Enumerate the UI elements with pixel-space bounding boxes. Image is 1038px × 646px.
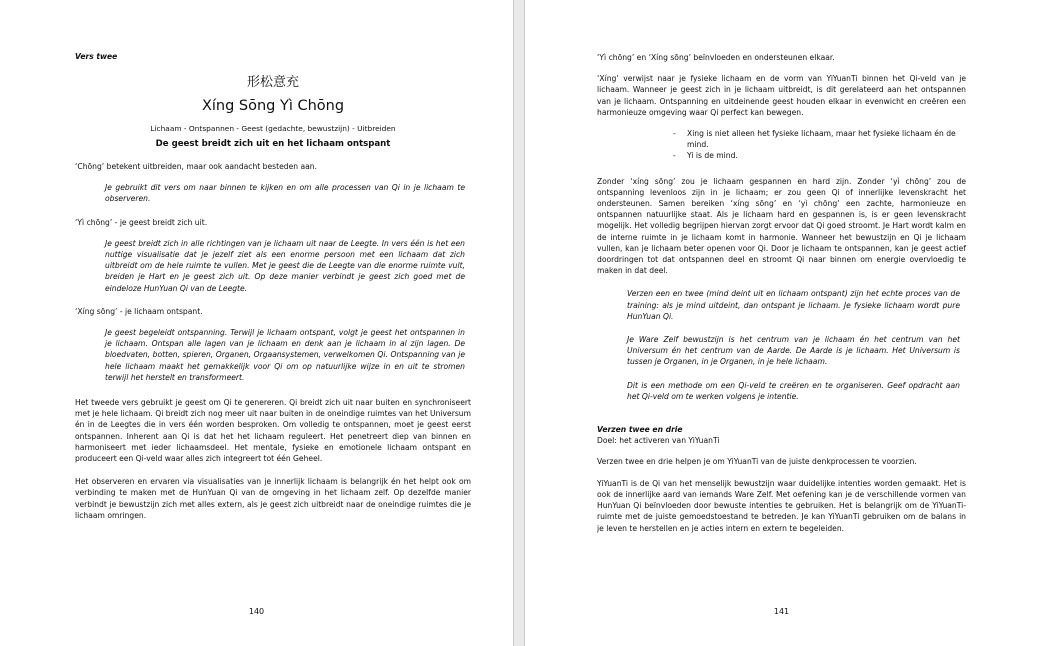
paragraph: Verzen twee en drie helpen je om YiYuanTi van de juiste denkprocessen te voorzien. <box>597 457 917 467</box>
section-subtitle: Doel: het activeren van YiYuanTi <box>597 436 720 446</box>
bullet-item: - Xing is niet alleen het fysieke lichaam, maar het fysieke lichaam én de mind. <box>673 128 966 150</box>
paragraph: Zonder ‘xíng sōng’ zou je lichaam gespannen en hard zijn. Zonder ‘yì chōng’ zou de ontspanning levenloos zijn in je lichaam; er zou geen Qi of innerlijke levenskracht het ondersteunen. Samen bereiken ‘xíng sōng’ en ‘yì chōng’ een zachte, harmonieuze en ontspannen natuurlijke staat. Als je lichaam hard en gespannen is, is er geen levenskracht mogelijk. Het volledig begrijpen hiervan zorgt ervoor dat Qi goed stroomt. Je Hart wordt kalm en de interne ruimte in je lichaam komt in harmonie. Wanneer het bewustzijn en Qi je lichaam vullen, kan je lichaam beter openen voor Qi. Door je lichaam te ontspannen, kan je geest actief doordringen tot dat ontspannen deel en stroomt Qi naar binnen om energie overvloedig te maken in dat deel. <box>597 176 966 276</box>
bullet-list <box>597 128 966 162</box>
paragraph: ‘Chōng’ betekent uitbreiden, maar ook aandacht besteden aan. <box>75 162 318 171</box>
page-gutter <box>513 0 525 646</box>
paragraph: ‘Xíng’ verwijst naar je fysieke lichaam en de vorm van YiYuanTi binnen het Qi-veld van je lichaam. Wanneer je geest zich in je lichaam uitbreidt, is dit gerelateerd aan het ontspannen van je lichaam. Ontspanning en uitdeinende geest houden elkaar in evenwicht en creëren een harmonieuze omgeving waar Qi perfect kan bewegen. <box>597 74 966 117</box>
right-page <box>525 0 1038 646</box>
page-number: 140 <box>248 607 265 616</box>
headline: De geest breidt zich uit en het lichaam ontspant <box>155 139 391 149</box>
page-number: 141 <box>773 607 790 616</box>
quote-paragraph: Je Ware Zelf bewustzijn is het centrum van je lichaam én het centrum van het Universum én het centrum van de Aarde. De Aarde is je lichaam. Het Universum is tussen je Organen, in je Organen, in je hele lichaam. <box>627 335 960 367</box>
bullet-item: - Yi is de mind. <box>673 150 966 161</box>
paragraph: Het observeren en ervaren via visualisaties van je innerlijk lichaam is belangrijk én het helpt ook om verbinding te maken met de HunYuan Qi van de omgeving in het lichaam zelf. Op dezelfde manier verbindt je bewustzijn zich met alles extern, als je geest zich uitbreidt naar de oneindige ruimtes die je lichaam omringen. <box>75 477 471 520</box>
pinyin-title: Xíng Sōng Yì Chōng <box>201 98 345 114</box>
quote-paragraph: Dit is een methode om een Qi-veld te creëren en te organiseren. Geef opdracht aan het Qi-veld om te werken volgens je intentie. <box>627 380 960 401</box>
paragraph: ‘Yì chōng’ - je geest breidt zich uit. <box>75 217 208 227</box>
quote-paragraph: Je geest begeleidt ontspanning. Terwijl je lichaam ontspant, volgt je geest het ontspannen in je lichaam. Ontspan alle lagen van je lichaam en denk aan je lichaam in al zijn lagen. De bloedvaten, botten, spieren, Organen, Orgaansystemen, verwelkomen Qi. Ontspanning van je hele lichaam maakt het gemakkelijk voor Qi om op natuurlijke wijze in en uit te stromen terwijl het herstelt en transformeert. <box>105 328 465 382</box>
section-label: Vers twee <box>75 52 118 61</box>
quote-paragraph: Je geest breidt zich in alle richtingen van je lichaam uit naar de Leegte. In vers één is het een nuttige visualisatie dat je jezelf ziet als een enorme persoon met een lichaam dat zich uitbreidt om de hele ruimte te vullen. Met je geest die de Leegte van die enorme ruimte vult, breiden je Hart en je geest zich uit. Op deze manier verbindt je geest zich goed met de eindeloze HunYuan Qi van de Leegte. <box>105 238 465 293</box>
paragraph: ‘Xíng sōng’ - je lichaam ontspant. <box>75 306 203 316</box>
left-page <box>0 0 513 646</box>
subtitle: Lichaam - Ontspannen - Geest (gedachte, bewustzijn) - Uitbreiden <box>150 124 396 133</box>
chinese-title: 形松意充 <box>246 75 299 90</box>
section-label: Verzen twee en drie <box>597 425 683 435</box>
paragraph: YiYuanTi is de Qi van het menselijk bewustzijn waar duidelijke intenties worden gemaakt. Het is ook de innerlijke aard van iemands Ware Zelf. Met oefening kan je de verschillende vormen van HunYuan Qi beïnvloeden door bewuste intenties te gebruiken. Het is belangrijk om de YiYuanTi-ruimte met de juiste gemoedstoestand te betreden. Je kan YiYuanTi gebruiken om de balans in je leven te herstellen en je acties intern en extern te begeleiden. <box>597 478 966 533</box>
paragraph: ‘Yì chōng’ en ‘Xíng sōng’ beïnvloeden en ondersteunen elkaar. <box>597 53 835 62</box>
quote-paragraph: Verzen een en twee (mind deint uit en lichaam ontspant) zijn het echte proces van de training: als je mind uitdeint, dan ontspant je lichaam. Je fysieke lichaam wordt pure HunYuan Qi. <box>627 289 960 321</box>
paragraph: Het tweede vers gebruikt je geest om Qi te genereren. Qi breidt zich uit naar buiten en synchroniseert met je hele lichaam. Qi breidt zich nog meer uit naar buiten in de oneindige ruimtes van het Universum én in de Leegtes die in vers één worden besproken. Om volledig te ontspannen, moet je geest eerst ontspannen. Inherent aan Qi is dat het het lichaam reguleert. Het penetreert diep van binnen en harmoniseert met ieder lichaamsdeel. Het mentale, fysieke en emotionele lichaam ontspant en produceert een Qi-veld waar alles zich integreert tot één Geheel. <box>75 398 471 464</box>
quote-paragraph: Je gebruikt dit vers om naar binnen te kijken en om alle processen van Qi in je lichaam te observeren. <box>105 183 465 204</box>
